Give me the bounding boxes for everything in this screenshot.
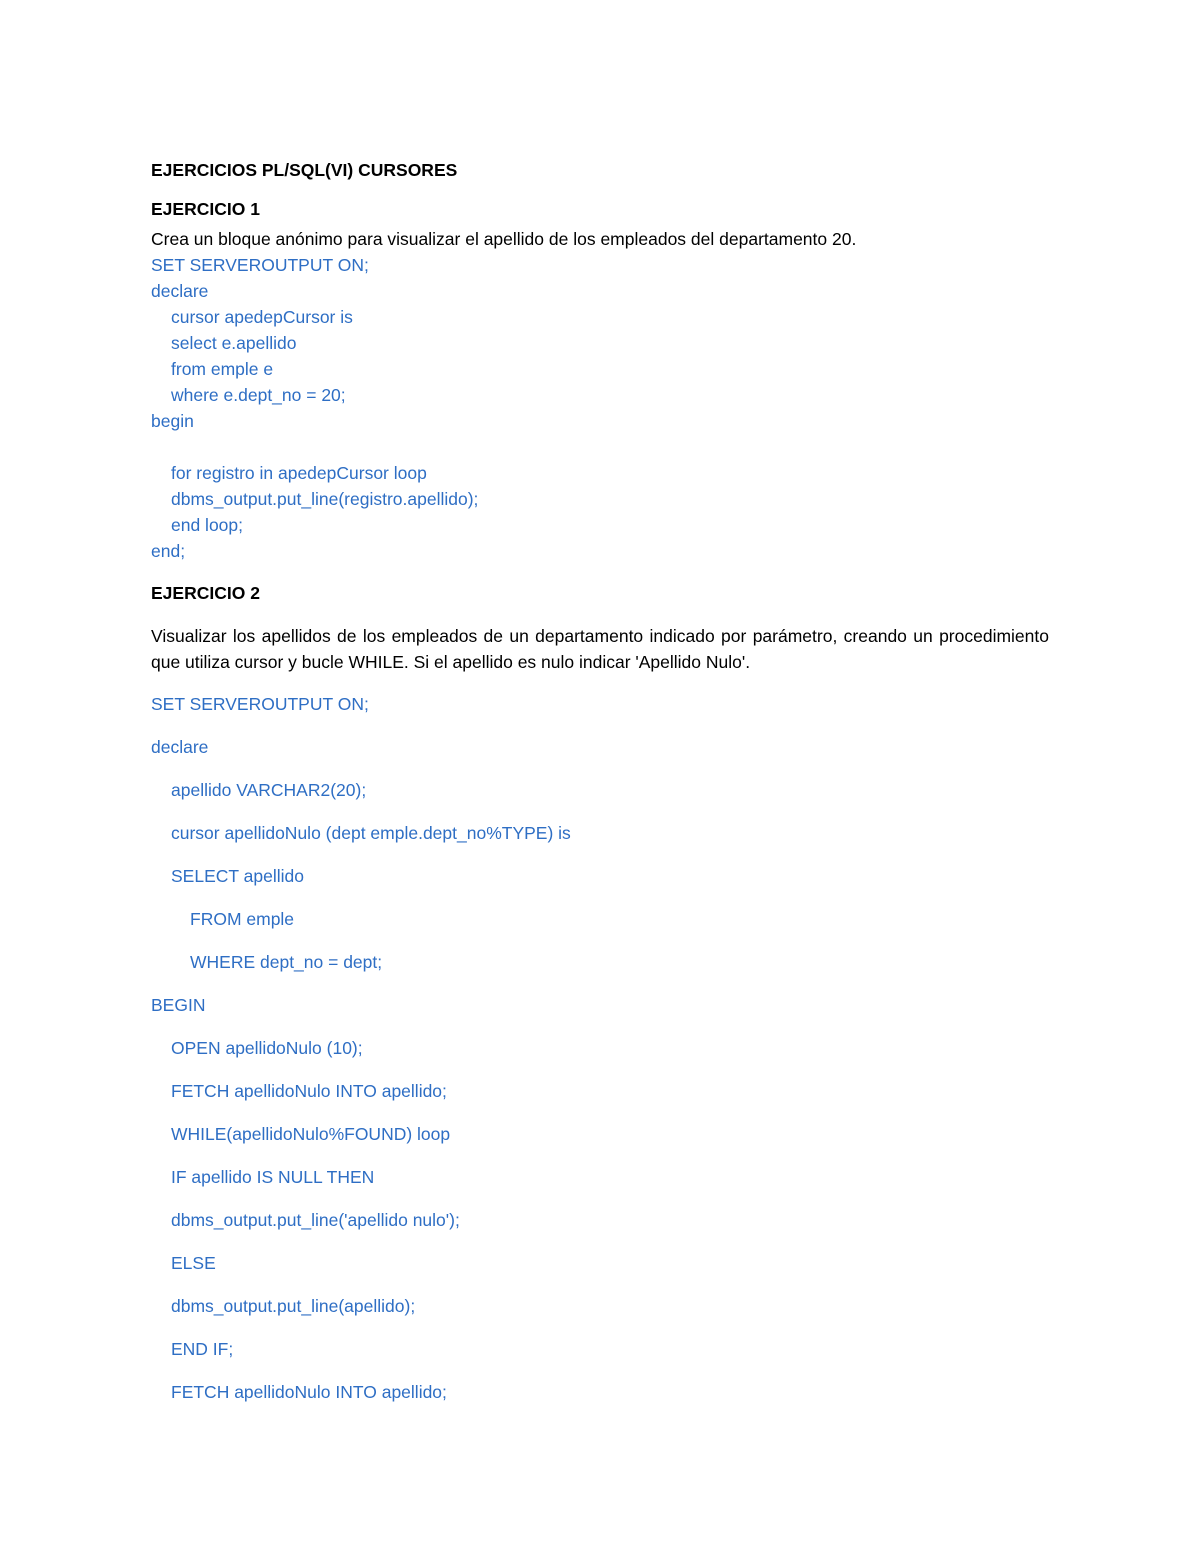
code-line: BEGIN [151, 995, 206, 1015]
code-line: FETCH apellidoNulo INTO apellido; [171, 1382, 447, 1402]
code-line: IF apellido IS NULL THEN [171, 1167, 375, 1187]
code-line: cursor apedepCursor is [171, 307, 353, 327]
code-line: dbms_output.put_line(registro.apellido); [171, 489, 479, 509]
code-line: from emple e [171, 359, 274, 379]
exercise-2-description: Visualizar los apellidos de los empleados de un departamento indicado por parámetro, creando un procedimiento que utiliza cursor y bucle WHILE. Si el apellido es nulo indicar 'Apellido Nulo'. [151, 626, 1049, 672]
code-line: end; [151, 541, 186, 561]
code-line: FROM emple [190, 909, 295, 929]
code-line: cursor apellidoNulo (dept emple.dept_no%TYPE) is [171, 823, 571, 843]
code-line: select e.apellido [171, 333, 297, 353]
code-line: SET SERVEROUTPUT ON; [151, 694, 369, 714]
code-line: for registro in apedepCursor loop [171, 463, 427, 483]
code-line: OPEN apellidoNulo (10); [171, 1038, 363, 1058]
code-line: SET SERVEROUTPUT ON; [151, 255, 369, 275]
code-line: begin [151, 411, 194, 431]
code-line: declare [151, 737, 209, 757]
code-line: ELSE [171, 1253, 216, 1273]
exercise-2-heading: EJERCICIO 2 [151, 583, 260, 603]
code-line: apellido VARCHAR2(20); [171, 780, 367, 800]
code-line: declare [151, 281, 209, 301]
exercise-1-heading: EJERCICIO 1 [151, 199, 260, 219]
code-line: dbms_output.put_line('apellido nulo'); [171, 1210, 460, 1230]
document-title: EJERCICIOS PL/SQL(VI) CURSORES [151, 160, 458, 180]
exercise-1-description: Crea un bloque anónimo para visualizar el apellido de los empleados del departamento 20. [151, 229, 857, 249]
code-line: SELECT apellido [171, 866, 304, 886]
code-line: where e.dept_no = 20; [171, 385, 346, 405]
code-line: dbms_output.put_line(apellido); [171, 1296, 416, 1316]
code-line: END IF; [171, 1339, 234, 1359]
code-line: WHILE(apellidoNulo%FOUND) loop [171, 1124, 451, 1144]
code-line: end loop; [171, 515, 244, 535]
code-line: WHERE dept_no = dept; [190, 952, 383, 972]
code-line: FETCH apellidoNulo INTO apellido; [171, 1081, 447, 1101]
